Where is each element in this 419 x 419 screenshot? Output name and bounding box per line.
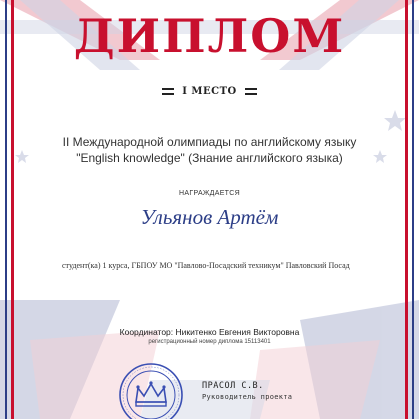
recipient-name: Ульянов Артём (140, 205, 279, 229)
event-title (40, 134, 379, 166)
signatory-role: Руководитель проекта (202, 393, 293, 401)
diploma-title: ДИПЛОМ (73, 9, 346, 63)
place-row (0, 86, 419, 97)
awarded-label: НАГРАЖДАЕТСЯ (179, 190, 240, 197)
seal-icon (118, 362, 184, 419)
place-label: I МЕСТО (182, 86, 237, 97)
signatory-name: ПРАСОЛ С.В. (202, 381, 264, 391)
decor-lines-right (245, 88, 257, 95)
registration-number: регистрационный номер диплома 15113401 (148, 339, 271, 345)
coordinator-line: Координатор: Никитенко Евгения Викторовна (119, 327, 300, 337)
event-line-2: "English knowledge" (Знание английского языка) (76, 151, 343, 165)
event-line-1: II Международной олимпиады по английскому языку (62, 135, 357, 149)
recipient-details: студент(ка) 1 курса, ГБПОУ МО "Павлово-Посадский техникум" Павловский Посад (62, 261, 350, 270)
decor-lines-left (162, 88, 174, 95)
